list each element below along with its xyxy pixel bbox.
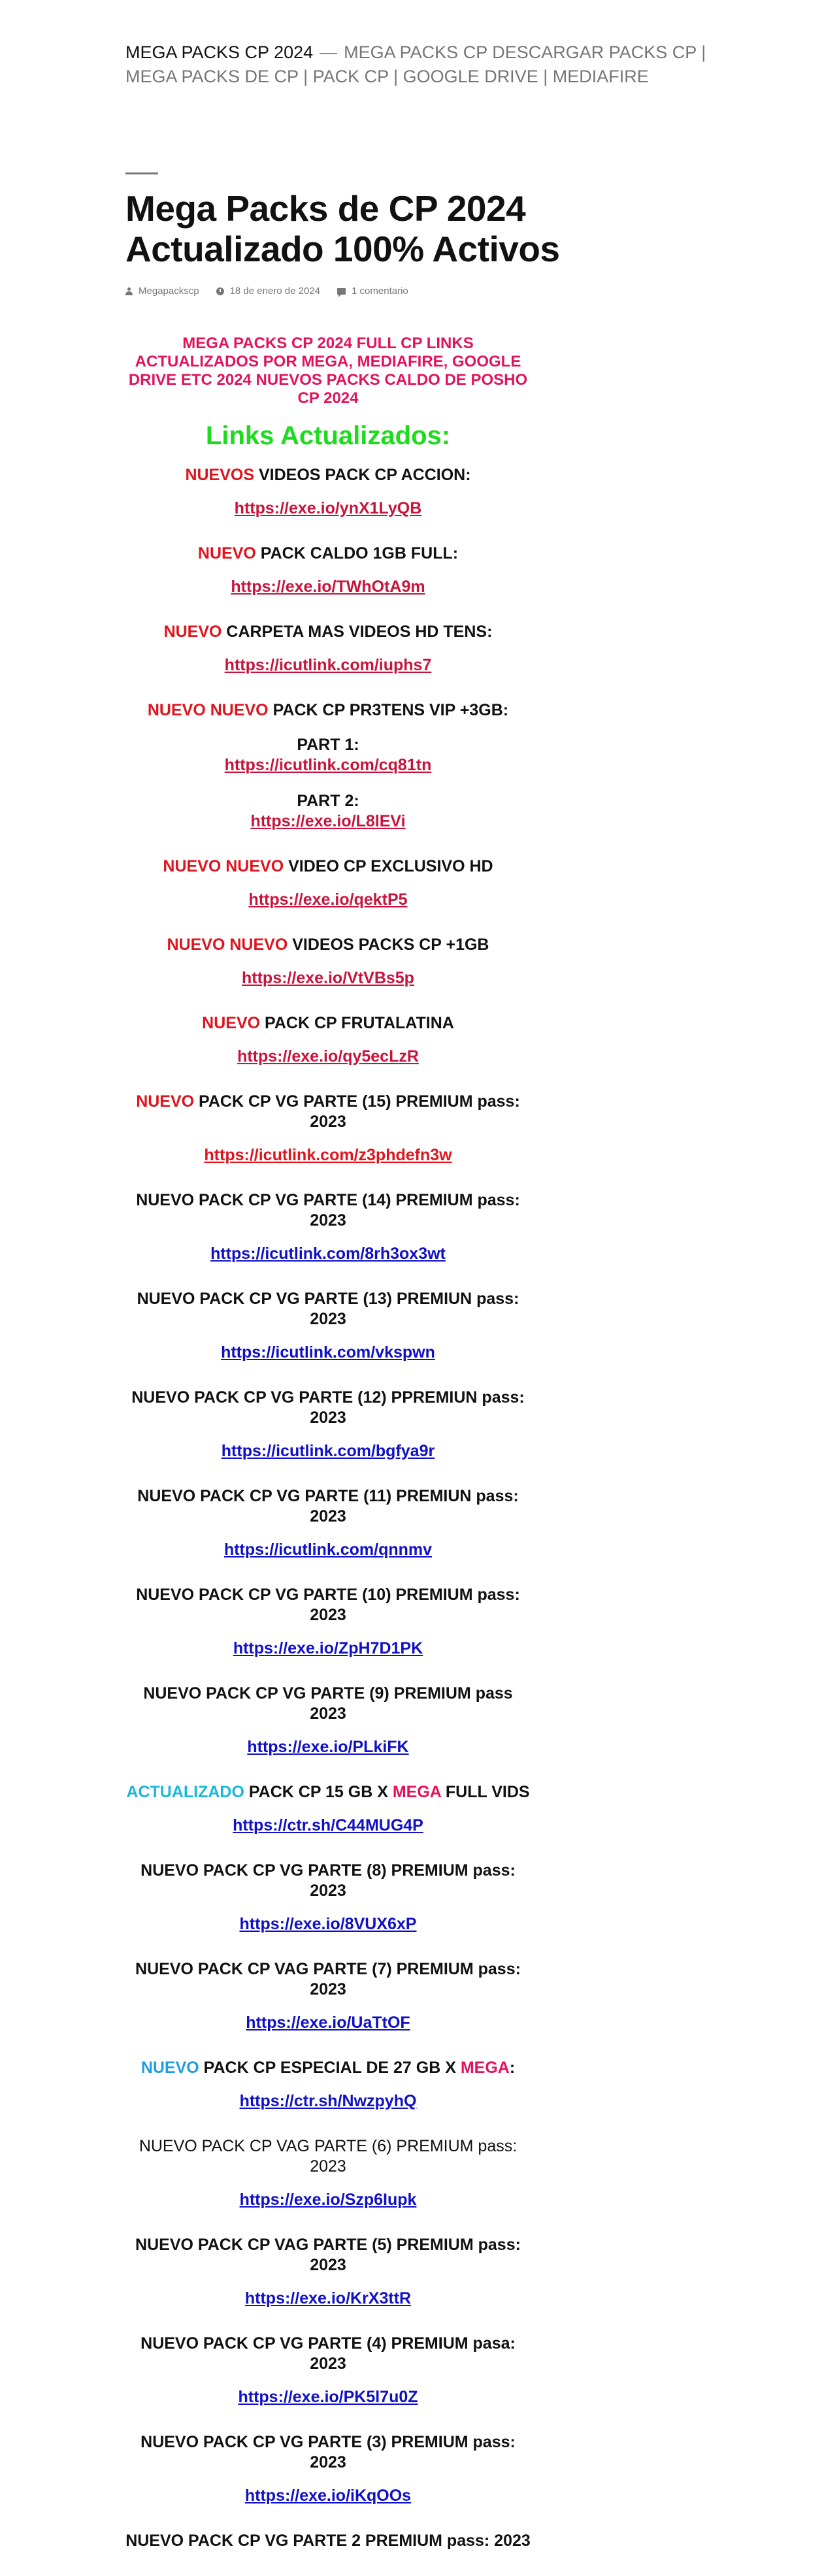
entry-title-text: PACK CP 15 GB X bbox=[244, 1783, 393, 1801]
link-entry bbox=[125, 1782, 531, 1836]
entry-part-label: PART 1: bbox=[297, 736, 359, 754]
link-entry bbox=[125, 2136, 531, 2210]
download-link[interactable]: https://exe.io/8VUX6xP bbox=[239, 1915, 417, 1933]
entry-title-text: NUEVO PACK CP VG PARTE (3) PREMIUM pass: 2023 bbox=[140, 2433, 516, 2471]
download-link[interactable]: https://exe.io/qektP5 bbox=[248, 890, 408, 909]
entry-tag: NUEVO NUEVO bbox=[163, 857, 284, 875]
download-link[interactable]: https://icutlink.com/z3phdefn3w bbox=[204, 1146, 452, 1164]
entry-title-text: NUEVO PACK CP VG PARTE (12) PPREMIUN pass: 2023 bbox=[131, 1388, 525, 1427]
link-entry bbox=[125, 1289, 531, 1363]
title-separator: — bbox=[320, 42, 338, 62]
entry-label bbox=[125, 856, 531, 877]
intro-text: MEGA PACKS CP 2024 FULL CP LINKS ACTUALIZADOS POR MEGA, MEDIAFIRE, GOOGLE DRIVE ETC 2024 NUEVOS PACKS CALDO DE POSHO CP 2024 bbox=[128, 334, 528, 407]
entry-title-text: VIDEOS PACK CP ACCION: bbox=[254, 466, 471, 484]
entry-label bbox=[125, 2136, 531, 2177]
link-entry bbox=[125, 2531, 531, 2551]
download-link[interactable]: https://exe.io/ynX1LyQB bbox=[234, 499, 422, 517]
entry-title-text: NUEVO PACK CP VG PARTE 2 PREMIUM pass: 2023 bbox=[125, 2532, 531, 2550]
entry-link-row bbox=[125, 577, 531, 597]
download-link[interactable]: https://exe.io/PK5l7u0Z bbox=[238, 2388, 418, 2406]
entry-tag-host: MEGA bbox=[392, 1783, 441, 1801]
entry-title-text: NUEVO PACK CP VAG PARTE (7) PREMIUM pass: 2023 bbox=[135, 1960, 521, 1998]
entry-link-row bbox=[125, 1639, 531, 1659]
entry-link-row bbox=[125, 2190, 531, 2210]
entry-label bbox=[125, 2432, 531, 2473]
download-link[interactable]: https://exe.io/qy5ecLzR bbox=[237, 1047, 419, 1066]
site-title-link[interactable]: MEGA PACKS CP 2024 bbox=[125, 42, 314, 62]
entry-link-row bbox=[125, 655, 531, 676]
article-content bbox=[125, 334, 531, 2576]
entry-label bbox=[125, 622, 531, 642]
entry-label bbox=[125, 1092, 531, 1132]
download-link[interactable]: https://icutlink.com/cq81tn bbox=[224, 756, 432, 774]
entry-title-text: NUEVO PACK CP VAG PARTE (6) PREMIUM pass: 2023 bbox=[139, 2137, 518, 2176]
link-entry bbox=[125, 2334, 531, 2407]
entry-tag: NUEVOS bbox=[185, 466, 255, 484]
entry-label bbox=[125, 1013, 531, 1034]
link-entry bbox=[125, 1092, 531, 1166]
entry-title-text: NUEVO PACK CP VG PARTE (11) PREMIUN pass: 2023 bbox=[137, 1487, 519, 1525]
link-entry bbox=[125, 1190, 531, 1264]
entry-title-text: CARPETA MAS VIDEOS HD TENS: bbox=[222, 623, 493, 641]
article-title: Mega Packs de CP 2024 Actualizado 100% Activos bbox=[125, 188, 560, 269]
download-link[interactable]: https://exe.io/Szp6Iupk bbox=[239, 2191, 417, 2209]
clock-icon bbox=[216, 287, 224, 295]
entry-title-text: VIDEO CP EXCLUSIVO HD bbox=[284, 857, 493, 875]
entry-label bbox=[125, 1585, 531, 1625]
entry-label bbox=[125, 1289, 531, 1329]
entry-title-text: NUEVO PACK CP VG PARTE (8) PREMIUM pass: 2023 bbox=[140, 1861, 516, 1900]
link-entry bbox=[125, 465, 531, 519]
meta-date bbox=[216, 285, 320, 298]
entry-label bbox=[125, 1959, 531, 2000]
entry-link-row bbox=[125, 755, 531, 775]
user-icon bbox=[125, 287, 133, 295]
entry-link-row bbox=[125, 811, 531, 832]
entry-title-text: PACK CALDO 1GB FULL: bbox=[255, 544, 459, 562]
entry-link-row bbox=[125, 1540, 531, 1560]
entry-label bbox=[125, 1486, 531, 1527]
entry-tag: NUEVO bbox=[140, 2059, 199, 2077]
meta-author bbox=[125, 285, 199, 298]
download-link[interactable]: https://exe.io/iKqOOs bbox=[244, 2486, 412, 2505]
entry-tag-host: MEGA bbox=[460, 2059, 510, 2077]
entry-link-row bbox=[125, 1244, 531, 1264]
download-link[interactable]: https://ctr.sh/NwzpyhQ bbox=[239, 2092, 417, 2110]
entry-title-text: PACK CP VG PARTE (15) PREMIUM pass: 2023 bbox=[194, 1092, 520, 1131]
entry-title-text: PACK CP ESPECIAL DE 27 GB X bbox=[199, 2059, 461, 2077]
comment-icon bbox=[337, 288, 346, 295]
entry-link-row bbox=[125, 1047, 531, 1067]
entry-title-text: NUEVO PACK CP VG PARTE (14) PREMIUM pass: 2023 bbox=[136, 1191, 520, 1230]
title-divider bbox=[125, 172, 158, 174]
entry-link-row bbox=[125, 2091, 531, 2111]
download-link[interactable]: https://icutlink.com/vkspwn bbox=[221, 1343, 435, 1361]
entry-tag: ACTUALIZADO bbox=[126, 1783, 244, 1801]
link-entry bbox=[125, 1013, 531, 1067]
entry-link-row bbox=[125, 2013, 531, 2033]
entry-label bbox=[125, 1388, 531, 1428]
link-entry bbox=[125, 1388, 531, 1461]
author-link[interactable]: Megapackscp bbox=[139, 285, 199, 297]
entry-tag: NUEVO bbox=[136, 1092, 195, 1111]
entry-tag: NUEVO NUEVO bbox=[167, 936, 288, 954]
entry-title-text: NUEVO PACK CP VG PARTE (4) PREMIUM pasa: 2023 bbox=[140, 2334, 516, 2373]
entry-link-row bbox=[125, 2387, 531, 2407]
download-link[interactable]: https://exe.io/ZpH7D1PK bbox=[233, 1639, 423, 1657]
entry-title-text: VIDEOS PACKS CP +1GB bbox=[288, 936, 489, 954]
entry-tag: NUEVO bbox=[163, 623, 222, 641]
entry-label bbox=[125, 935, 531, 955]
download-link[interactable]: https://icutlink.com/qnnmv bbox=[223, 1541, 433, 1559]
entry-title-text: PACK CP FRUTALATINA bbox=[260, 1014, 454, 1032]
entry-title-text: NUEVO PACK CP VG PARTE (9) PREMIUM pass 2023 bbox=[143, 1684, 513, 1723]
link-entry bbox=[125, 1959, 531, 2033]
entry-link-row bbox=[125, 2289, 531, 2309]
entry-tag: NUEVO bbox=[197, 544, 256, 562]
link-list bbox=[125, 465, 531, 2551]
download-link[interactable]: https://exe.io/VtVBs5p bbox=[242, 969, 414, 987]
entry-link-row bbox=[125, 1441, 531, 1461]
entry-link-row bbox=[125, 498, 531, 519]
link-entry bbox=[125, 2432, 531, 2506]
entry-link-row bbox=[125, 2486, 531, 2506]
entry-label bbox=[125, 2235, 531, 2275]
entry-label bbox=[125, 2531, 531, 2551]
entry-label bbox=[125, 2334, 531, 2374]
links-heading: Links Actualizados: bbox=[205, 421, 451, 450]
download-link[interactable]: https://icutlink.com/8rh3ox3wt bbox=[210, 1245, 446, 1263]
link-entry bbox=[125, 700, 531, 832]
entry-title-text: PACK CP PR3TENS VIP +3GB: bbox=[268, 701, 509, 719]
entry-tag: NUEVO bbox=[202, 1014, 261, 1032]
link-entry bbox=[125, 1486, 531, 1560]
entry-title-text: NUEVO PACK CP VAG PARTE (5) PREMIUM pass: 2023 bbox=[135, 2236, 521, 2274]
entry-title-suffix: : bbox=[509, 2059, 516, 2077]
download-link[interactable]: https://icutlink.com/iuphs7 bbox=[224, 656, 432, 674]
link-entry bbox=[125, 856, 531, 910]
download-link[interactable]: https://exe.io/KrX3ttR bbox=[244, 2289, 412, 2307]
link-entry bbox=[125, 1585, 531, 1659]
download-link[interactable]: https://exe.io/PLkiFK bbox=[247, 1738, 409, 1756]
entry-label bbox=[125, 1190, 531, 1231]
entry-link-row bbox=[125, 1343, 531, 1363]
entry-part-label: PART 2: bbox=[297, 792, 359, 810]
download-link[interactable]: https://ctr.sh/C44MUG4P bbox=[233, 1816, 423, 1834]
entry-label bbox=[125, 465, 531, 485]
entry-link-row bbox=[125, 1816, 531, 1836]
entry-title-text: NUEVO PACK CP VG PARTE (10) PREMIUM pass: 2023 bbox=[136, 1586, 520, 1624]
entry-title-text: NUEVO PACK CP VG PARTE (13) PREMIUN pass: 2023 bbox=[137, 1290, 519, 1328]
link-entry bbox=[125, 2235, 531, 2309]
download-link[interactable]: https://exe.io/L8lEVi bbox=[250, 812, 406, 830]
entry-label bbox=[125, 1684, 531, 1724]
entry-link-row bbox=[125, 1737, 531, 1757]
entry-label bbox=[125, 544, 531, 564]
link-entry bbox=[125, 544, 531, 597]
link-entry bbox=[125, 1861, 531, 1934]
entry-tag: NUEVO NUEVO bbox=[147, 701, 269, 719]
meta-comments bbox=[337, 285, 408, 298]
download-link[interactable]: https://icutlink.com/bgfya9r bbox=[221, 1442, 435, 1460]
article-meta bbox=[125, 285, 714, 298]
comments-link[interactable]: 1 comentario bbox=[352, 285, 408, 297]
date-link[interactable]: 18 de enero de 2024 bbox=[229, 285, 321, 297]
site-tagline: MEGA PACKS CP DESCARGAR PACKS CP | MEGA PACKS DE CP | PACK CP | GOOGLE DRIVE | MEDIAFIRE bbox=[125, 42, 706, 86]
entry-label bbox=[125, 1861, 531, 1901]
entry-label bbox=[125, 2058, 531, 2078]
download-link[interactable]: https://exe.io/UaTtOF bbox=[246, 2014, 410, 2032]
entry-link-row bbox=[125, 890, 531, 910]
entry-link-row bbox=[125, 1145, 531, 1166]
link-entry bbox=[125, 2058, 531, 2111]
entry-label bbox=[125, 700, 531, 721]
site-header bbox=[125, 41, 714, 89]
link-entry bbox=[125, 1684, 531, 1757]
link-entry bbox=[125, 935, 531, 988]
download-link[interactable]: https://exe.io/TWhOtA9m bbox=[231, 578, 425, 596]
link-entry bbox=[125, 622, 531, 676]
entry-title-suffix: FULL VIDS bbox=[440, 1783, 530, 1801]
entry-link-row bbox=[125, 968, 531, 988]
entry-link-row bbox=[125, 1914, 531, 1934]
entry-label bbox=[125, 1782, 531, 1802]
